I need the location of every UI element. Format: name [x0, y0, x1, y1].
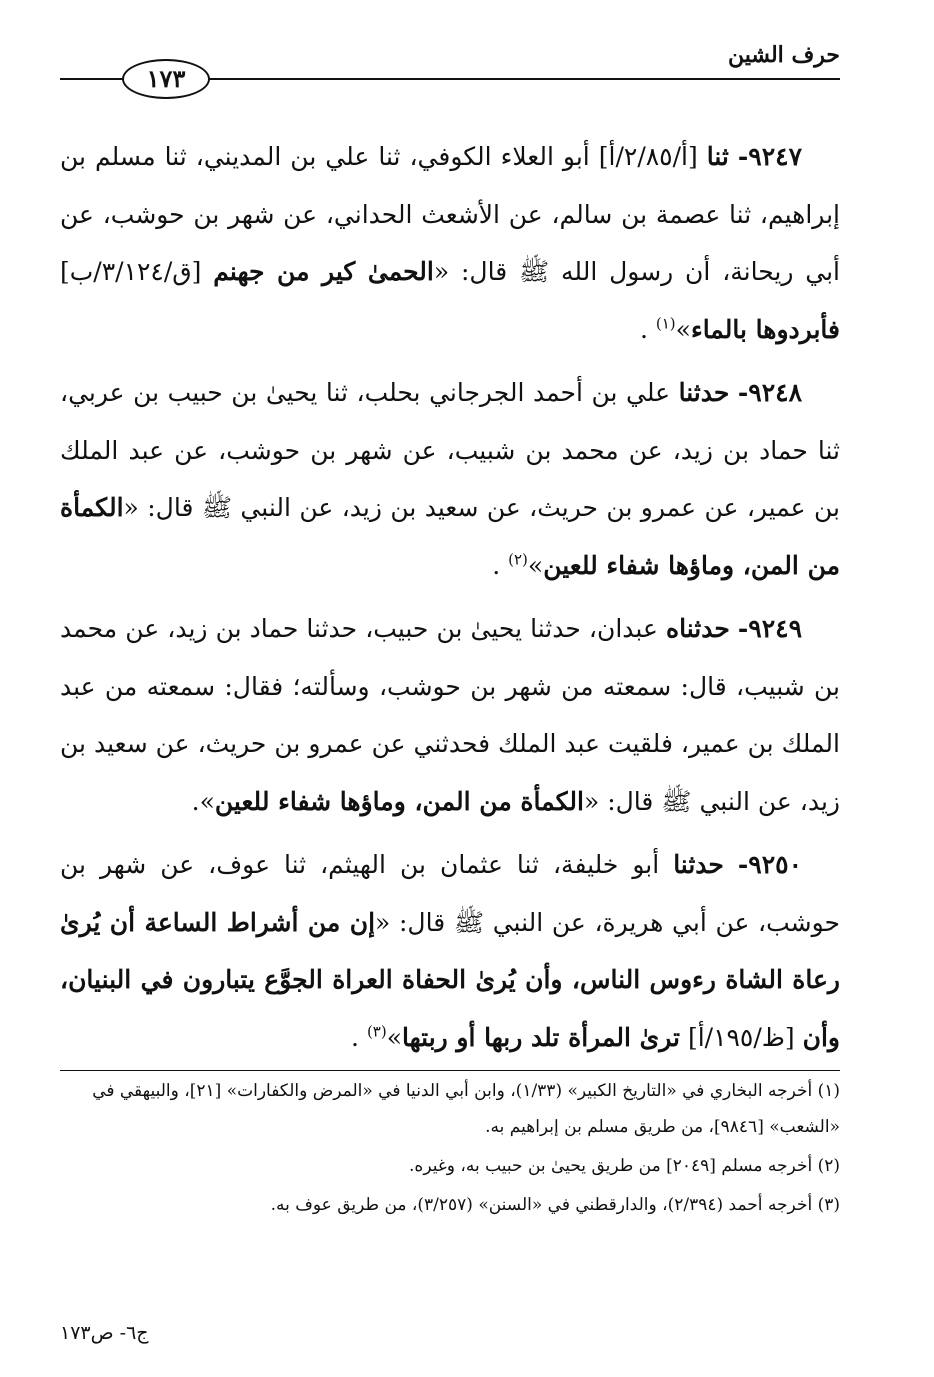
hadith-number: ٩٢٤٩-	[737, 614, 802, 643]
quote-close: »	[527, 550, 544, 580]
sentence-end: .	[639, 314, 648, 344]
hadith-9249	[60, 600, 840, 830]
isnad: عبدان، حدثنا يحيىٰ بن حبيب، حدثنا حماد بن زيد، عن محمد بن شبيب، قال: سمعته من شهر بن حوشب، وسألته؛ فقال: سمعته من عبد الملك بن عمير، فلقيت عبد الملك فحدثني عن عمرو بن حريث، عن سعيد بن زيد، عن النبي ﷺ قال: «	[60, 614, 840, 816]
manuscript-ref: [ق/٣/١٢٤/ب]	[60, 257, 202, 286]
matn: فأبردوها بالماء	[690, 314, 840, 344]
footnote-divider	[60, 1070, 840, 1071]
footnote-marker: (٢)	[508, 550, 528, 569]
hadith-9248	[60, 364, 840, 594]
footnotes	[60, 1073, 840, 1226]
matn: الكمأة من المن، وماؤها شفاء للعين	[214, 786, 584, 816]
isnad: أبو العلاء الكوفي، ثنا علي بن المديني، ثنا مسلم بن إبراهيم، ثنا عصمة بن سالم، عن الأشعث الحداني، عن شهر بن حوشب، عن أبي ريحانة، أن رسول الله ﷺ قال: «	[60, 142, 840, 286]
hadith-lead: حدثنا	[673, 850, 724, 879]
quote-close: »	[386, 1022, 403, 1052]
footnote-marker: (١)	[655, 314, 676, 333]
matn: ترىٰ المرأة تلد ربها أو ربتها	[402, 1022, 680, 1052]
hadith-number: ٩٢٥٠-	[737, 850, 802, 879]
hadith-9247	[60, 128, 840, 358]
footnote-3: (٣) أخرجه أحمد (٢/٣٩٤)، والدارقطني في «السنن» (٣/٢٥٧)، من طريق عوف به.	[270, 1195, 840, 1215]
footnote-2: (٢) أخرجه مسلم [٢٠٤٩] من طريق يحيىٰ بن حبيب به، وغيره.	[409, 1156, 840, 1176]
matn: الكمأة من المن، وماؤها شفاء للعين	[60, 493, 840, 580]
footnote-1: (١) أخرجه البخاري في «التاريخ الكبير» (١/٣٣)، وابن أبي الدنيا في «المرض والكفارات» [٢١]، والبيهقي في «الشعب» [٩٨٤٦]، من طريق مسلم بن إبراهيم به.	[92, 1081, 840, 1137]
manuscript-ref: [ظ/١٩٥/أ]	[687, 1022, 795, 1052]
isnad: أبو خليفة، ثنا عثمان بن الهيثم، ثنا عوف، عن شهر بن حوشب، عن أبي هريرة، عن النبي ﷺ قال: «	[60, 850, 840, 937]
hadith-lead: حدثنا	[678, 378, 730, 407]
manuscript-ref: [أ/٢/٨٥/أ]	[598, 142, 698, 171]
hadith-9250	[60, 836, 840, 1066]
hadith-lead: ثنا	[706, 142, 729, 171]
main-text	[60, 128, 840, 1072]
matn: إن من أشراط الساعة أن يُرىٰ رعاة الشاة رءوس الناس، وأن يُرىٰ الحفاة العراة الجوَّع يتبارون في البنيان، وأن	[60, 907, 840, 1052]
isnad: علي بن أحمد الجرجاني بحلب، ثنا يحيىٰ بن حبيب بن عربي، ثنا حماد بن زيد، عن محمد بن شبيب، عن شهر بن حوشب، عن عبد الملك بن عمير، عن عمرو بن حريث، عن سعيد بن زيد، عن النبي ﷺ قال: «	[60, 378, 840, 522]
hadith-number: ٩٢٤٧-	[737, 142, 802, 171]
hadith-number: ٩٢٤٨-	[737, 378, 803, 407]
quote-close: ».	[191, 786, 215, 816]
quote-close: »	[675, 314, 691, 344]
hadith-lead: حدثناه	[665, 614, 730, 643]
page-header	[60, 40, 840, 95]
matn: الحمىٰ كير من جهنم	[213, 257, 434, 286]
footnote-marker: (٣)	[366, 1022, 387, 1041]
sentence-end: .	[492, 550, 501, 580]
sentence-end: .	[351, 1022, 359, 1052]
page-number-badge: ١٧٣	[122, 59, 210, 99]
volume-page-label: ج٦- ص١٧٣	[60, 1322, 149, 1344]
section-title: حرف الشين	[727, 42, 840, 68]
